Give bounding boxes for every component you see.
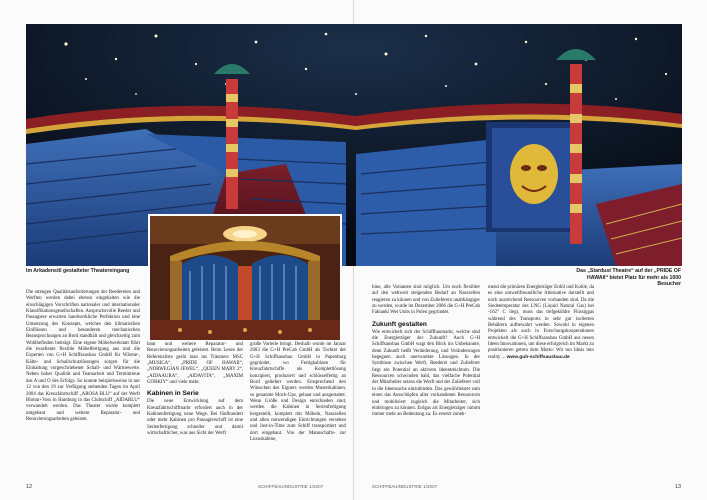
- theatre-photo-illustration: [26, 24, 682, 266]
- paragraph-col5-text: mend die primären Energieträger Erdöl und Kohle, da es eine umweltfreundliche Alternative darstellt und noch ausreichend Ressourcen vorhanden sind. Da die Siedetemperatur des LNG (Liquid Natural Gas) bei -162° C liegt, muss das tiefgekühlte Flüssiggas während des Transports in sehr gut isolierten Behältern aufbewahrt werden. Sowohl in eigenen Projekten als auch in Forschungskooperationen entwickelt die G+H Schiffsausbau GmbH aus neuen Ideen Innovationen, um diese erfolgreich im Markt zu positionieren getreu dem Motto: Wir tun Ideas into reality ...: [488, 285, 594, 360]
- running-footer-left: SCHIFFBAUINDUSTRIE 1/2007: [258, 484, 324, 489]
- paragraph-col4b: Wie entwickelt sich der Schiffbaumarkt, welche sind die Energieträger der Zukunft? Auch G+H Schiffsausbau GmbH wagt den Blick ins Unbekannte, denn Zukunft heißt Veränderung, und Veränderungen begegnen auch unerwartete Lösungen. In der Symbiose zwischen Werft, Reederei und Zulieferer liegt ein Potential an aktivem Ideentreichtum. Die Ressourcen schwinden bald, das vielfache Potential der Mitarbeiter setzen die Werft und der Zulieferer voll in die Ideensuche einzubinden. Das gewährleistet zum einen das Ausschöpfen aller vorhandenen Ressourcen und mobilisiert zugleich die Mitarbeiter, sich einbringen zu können. Erdgas als Energieträger nimmt immer mehr an Bedeutung zu. Es ersetzt zuneh-: [372, 329, 480, 418]
- paragraph-col5: [488, 285, 594, 361]
- paragraph-col1: Die strengen Qualitätsanforderungen der Reedereien und Werften werden dabei ebenso eingehalten wie die einschlägigen Vorschriften nationaler und internationaler Klassifikationsgesellschaften. Anspruchsvolle Reeder und Passagiere erwarten handwerkliche Perfektion und eine Umsetzung des Konzepts, welches den klimatischen Einflüssen und besonderen mechanischen Beanspruchungen an Bord standhält und gleichzeitig zum Wohlbefinden beiträgt. Eine eigene Möbelwerkstatt führt die exzellente flexible Möbelfertigung aus und die Experten von G+H Schiffsausbau GmbH für Wärme-, Kälte- und Schallschutzlösungen sorgen für die Einhaltung vorgeschriebener Schall- und Wärmewerte. Neben hoher Qualität und Teamarbeit und Termintreue das A und O des Erfolgs. So konnte beispielsweise in nur 12 von den 19 zur Verfügung stehenden Tagen im April 2004 das Kreuzfahrtschiff „AROSA BLU“ auf der Werft Blohm+Voss in Hamburg in das Clubschiff „AIDABLU“ verwandelt werden. Das Theater wurde komplett umgebaut und weitere Reparatur- und Renovierungsarbeiten geleistet.: [26, 290, 140, 422]
- heading-zukunft: Zukunft gestalten: [372, 320, 427, 328]
- entrance-inset-photo: [148, 214, 342, 342]
- entrance-inset-illustration: [150, 216, 340, 340]
- website-link[interactable]: www.guh-schiffsausbau.de: [506, 354, 570, 360]
- caption-entrance: Im Arkadenstil gestalteter Theatereingang: [26, 268, 130, 274]
- page-number-left: 12: [26, 484, 32, 490]
- theatre-photo: [26, 24, 682, 266]
- paragraph-col3: große Vorteile bringt. Deshalb wurde im Januar 2003 die G+H PreCab GmbH als Tochter der G+H Schiffsausbau GmbH in Papenburg gegründet, wo Fertigkabinen für Kreuzfahrtschiffe als Komplettlösung konzipiert, produziert und schlüsselfertig an Bord geliefert werden. Entsprechend den Wünschen des Eigners werden Musterkabinen, so genannte Mock-Ups, gebaut und ausgestattet. Wenn Größe und Design entschieden sind, werden die Kabinen in Serienfertigung hergestellt, komplett mit Möbeln, Nasszellen und allen notwendigen Einrichtungen versehen und Just-in-Time zum Schiff transportiert und dort eingebaut. Von der Mannschafts- zur Luxuskabine,: [250, 342, 346, 443]
- text-column-1: [26, 290, 140, 423]
- text-column-3: [250, 342, 346, 444]
- paragraph-col4a: bine, alle Varianten sind möglich. Um noch flexibler auf den weltweit steigenden Bedarf an Nasszellen reagieren zu können und von Zulieferern unabhängiger zu werden, wurde im Dezember 2006 die G+H PreCab Fabianki Wet Units in Polen gegründet.: [372, 285, 480, 316]
- page-number-right: 13: [675, 484, 681, 490]
- running-footer-right: SCHIFFBAUINDUSTRIE 1/2007: [372, 484, 438, 489]
- caption-theatre: Das „Stardust Theatre“ auf der „PRIDE OF HAWAII“ bietet Platz für mehr als 1000 Besucher: [576, 268, 681, 288]
- paragraph-col2a: baut und weitere Reparatur- und Renovierungsarbeiten geleistet. Beim Lesen der Referenzliste gerät man ins Träumen: MSC „MUSICA“, „PRIDE OF HAWAII“, „NORWEGIAN JEWEL“, „QUEEN MARY 2“, „AIDAAURA“, „AIDAVITA“, „MAXIM GORKIY“ und viele mehr.: [147, 342, 243, 386]
- text-column-4: [372, 285, 480, 419]
- text-column-2: [147, 342, 243, 437]
- text-column-5: [488, 285, 594, 361]
- paragraph-col2b: Die neue Entwicklung auf dem Kreuzfahrtschiffmarkt erfordert auch in der Kabinenfertigung neue Wege. Bei fünfhundert oder mehr Kabinen pro Passagierschiff ist eine Serienfertigung schneller und damit wirtschaftlicher, was aus Sicht der Werft: [147, 399, 243, 437]
- heading-kabinen: Kabinen in Serie: [147, 390, 199, 398]
